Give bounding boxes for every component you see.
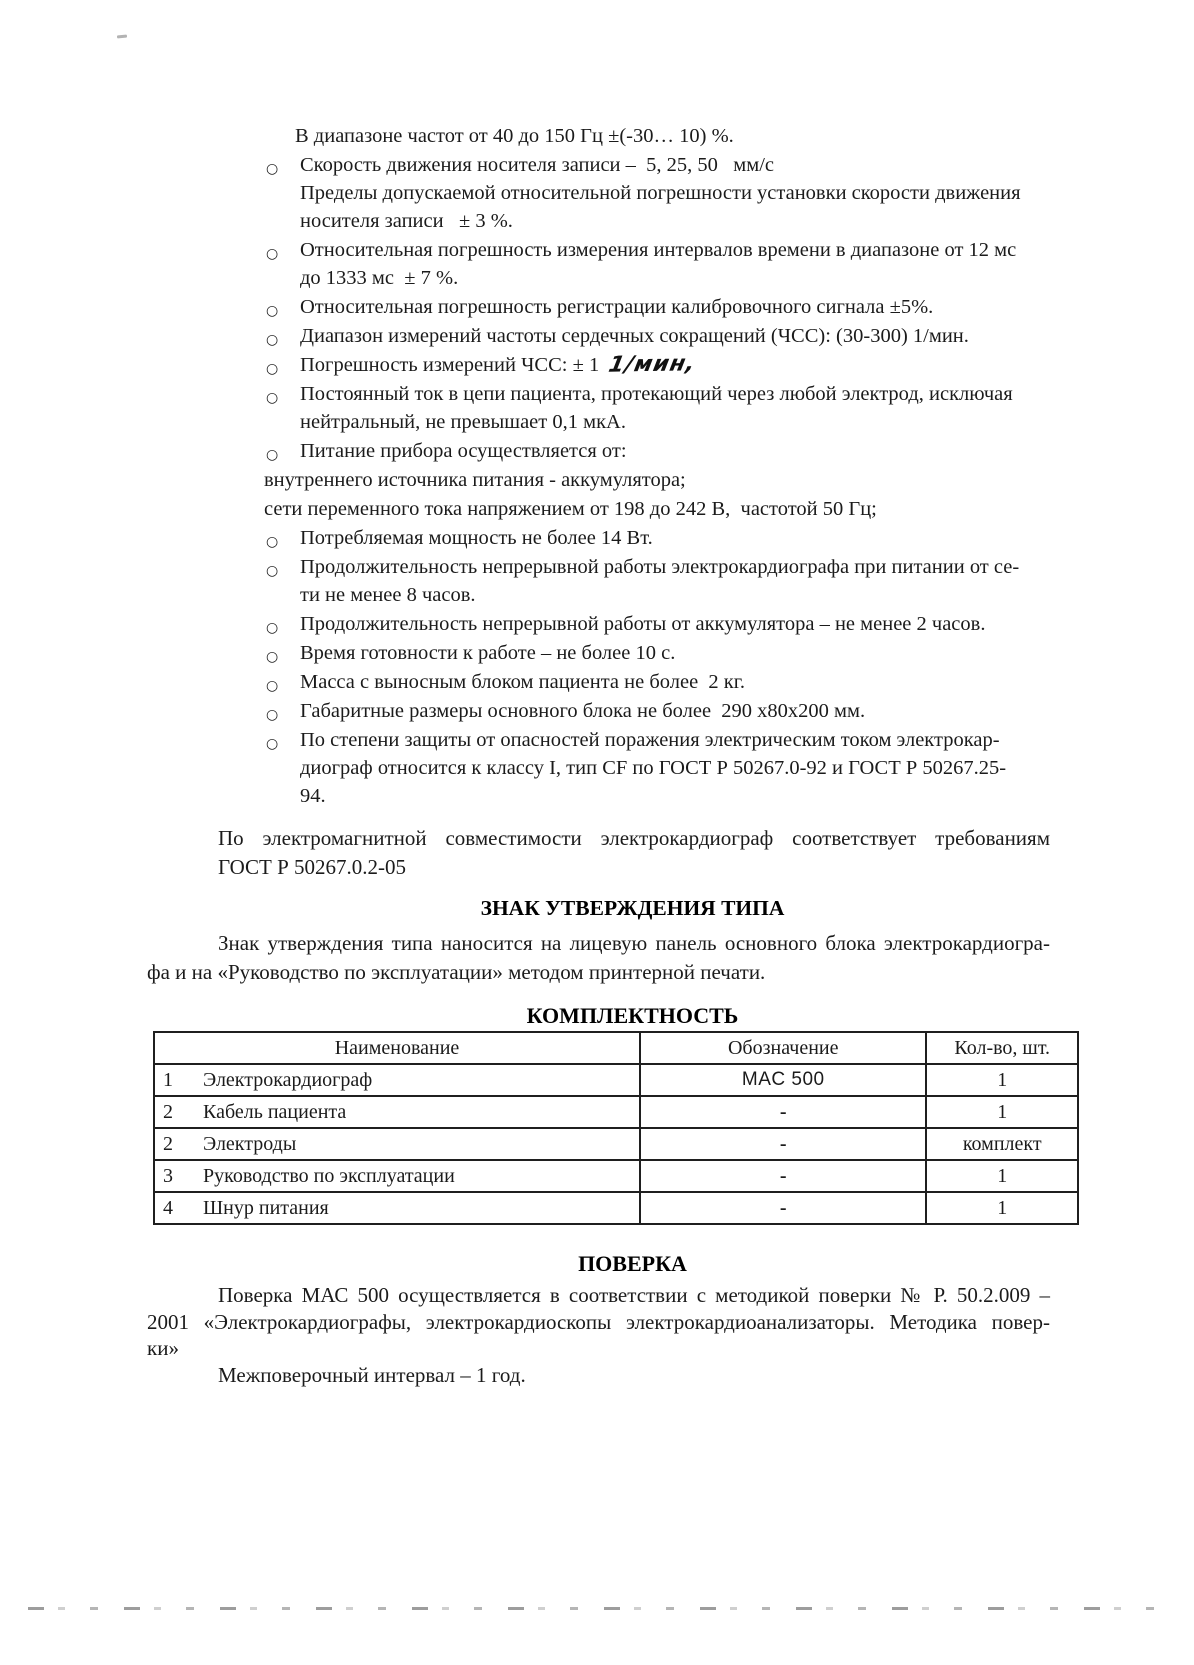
table-row xyxy=(154,1128,1078,1160)
spec-item xyxy=(147,466,1050,494)
type-approval-title: ЗНАК УТВЕРЖДЕНИЯ ТИПА xyxy=(480,896,785,920)
spec-line xyxy=(300,754,1050,782)
table-row xyxy=(154,1160,1078,1192)
item-name: Кабель пациента xyxy=(203,1100,347,1123)
item-name: Электрокардиограф xyxy=(203,1068,373,1091)
paragraph-line: Знак утверждения типа наносится на лицевую панель основного блока электрокардиогра- xyxy=(218,931,1050,955)
bullet-marker-icon: ○ xyxy=(266,678,279,694)
spec-line-text: до 1333 мс ± 7 %. xyxy=(300,267,459,289)
cell-designation: - xyxy=(640,1096,926,1128)
spec-line-text: нейтральный, не превышает 0,1 мкА. xyxy=(300,411,626,433)
spec-line-text: внутреннего источника питания - аккумулятора; xyxy=(264,469,686,491)
spec-line-text: Погрешность измерений ЧСС: ± 1 xyxy=(300,354,600,376)
completeness-table xyxy=(153,1031,1079,1225)
spec-item xyxy=(147,437,1050,465)
verification-paragraph xyxy=(147,1282,1050,1362)
column-header-designation: Обозначение xyxy=(640,1032,926,1064)
spec-line xyxy=(264,466,1050,494)
item-name: Руководство по эксплуатации xyxy=(203,1164,455,1187)
spec-item xyxy=(147,122,1050,150)
spec-line-text: сети переменного тока напряжением от 198 до 242 В, частотой 50 Гц; xyxy=(264,498,877,520)
spec-list xyxy=(147,122,1050,811)
spec-line xyxy=(300,264,1050,292)
table-header-row xyxy=(154,1032,1078,1064)
spec-line xyxy=(264,495,1050,523)
table-row xyxy=(154,1064,1078,1096)
paragraph-line: Межповерочный интервал – 1 год. xyxy=(218,1363,526,1387)
bullet-marker-icon: ○ xyxy=(266,534,279,550)
bullet-marker-icon: ○ xyxy=(266,303,279,319)
spec-line-text: Питание прибора осуществляется от: xyxy=(300,440,627,462)
spec-line xyxy=(300,610,1050,638)
spec-item xyxy=(147,697,1050,725)
bullet-marker-icon: ○ xyxy=(266,246,279,262)
spec-item xyxy=(147,495,1050,523)
spec-item xyxy=(147,726,1050,810)
cell-quantity: 1 xyxy=(926,1064,1078,1096)
spec-item xyxy=(147,351,1050,379)
item-name: Шнур питания xyxy=(203,1196,329,1219)
spec-line xyxy=(300,639,1050,667)
spec-item xyxy=(147,380,1050,436)
spec-line xyxy=(300,726,1050,754)
spec-line-text: Потребляемая мощность не более 14 Вт. xyxy=(300,527,653,549)
spec-line-text: диограф относится к классу I, тип CF по ГОСТ Р 50267.0-92 и ГОСТ Р 50267.25- xyxy=(300,757,1007,779)
verification-interval xyxy=(147,1363,1050,1388)
bullet-marker-icon: ○ xyxy=(266,620,279,636)
spec-line-text: Время готовности к работе – не более 10 с. xyxy=(300,642,676,664)
spec-item xyxy=(147,293,1050,321)
cell-name xyxy=(154,1128,640,1160)
table-row xyxy=(154,1096,1078,1128)
spec-line-text: Продолжительность непрерывной работы электрокардиографа при питании от се- xyxy=(300,556,1020,578)
spec-line xyxy=(300,380,1050,408)
spec-item xyxy=(147,639,1050,667)
cell-quantity: 1 xyxy=(926,1192,1078,1224)
spec-line xyxy=(300,782,1050,810)
bullet-marker-icon: ○ xyxy=(266,563,279,579)
bullet-marker-icon: ○ xyxy=(266,447,279,463)
spec-item xyxy=(147,322,1050,350)
cell-name xyxy=(154,1096,640,1128)
bullet-marker-icon: ○ xyxy=(266,707,279,723)
row-number: 4 xyxy=(163,1196,173,1219)
emc-paragraph xyxy=(147,824,1050,882)
cell-name xyxy=(154,1192,640,1224)
spec-item xyxy=(147,553,1050,609)
spec-line xyxy=(300,322,1050,350)
bullet-marker-icon: ○ xyxy=(266,161,279,177)
completeness-table-grid xyxy=(153,1031,1079,1225)
bullet-marker-icon: ○ xyxy=(266,361,279,377)
bullet-marker-icon: ○ xyxy=(266,736,279,752)
spec-line xyxy=(300,524,1050,552)
row-number: 1 xyxy=(163,1068,173,1091)
paragraph-line: ГОСТ Р 50267.0.2-05 xyxy=(218,855,407,879)
cell-designation: - xyxy=(640,1160,926,1192)
column-header-name: Наименование xyxy=(154,1032,640,1064)
spec-line-text: По степени защиты от опасностей поражения электрическим током электрокар- xyxy=(300,729,1000,751)
paragraph-line: фа и на «Руководство по эксплуатации» методом принтерной печати. xyxy=(147,960,766,984)
verification-title: ПОВЕРКА xyxy=(578,1251,687,1276)
spec-line xyxy=(295,122,1050,150)
spec-line-text: В диапазоне частот от 40 до 150 Гц ±(-30… 10) %. xyxy=(295,125,734,147)
spec-line xyxy=(300,207,1050,235)
spec-line xyxy=(300,668,1050,696)
bullet-marker-icon: ○ xyxy=(266,390,279,406)
scan-dashed-line-artifact xyxy=(28,1607,1168,1610)
paragraph-line: 2001 «Электрокардиографы, электрокардиоскопы электрокардиоанализаторы. Методика повер- xyxy=(147,1309,1050,1334)
spec-line-text: Пределы допускаемой относительной погрешности установки скорости движения xyxy=(300,182,1021,204)
cell-quantity: 1 xyxy=(926,1160,1078,1192)
spec-line-text: Постоянный ток в цепи пациента, протекающий через любой электрод, исключая xyxy=(300,383,1013,405)
spec-line xyxy=(300,151,1050,179)
spec-line xyxy=(300,697,1050,725)
spec-item xyxy=(147,610,1050,638)
spec-line xyxy=(300,408,1050,436)
cell-quantity: комплект xyxy=(926,1128,1078,1160)
spec-line xyxy=(300,437,1050,465)
column-header-quantity: Кол-во, шт. xyxy=(926,1032,1078,1064)
spec-line-text: Продолжительность непрерывной работы от аккумулятора – не менее 2 часов. xyxy=(300,613,986,635)
spec-line-text: Масса с выносным блоком пациента не более 2 кг. xyxy=(300,671,745,693)
spec-line-text: Габаритные размеры основного блока не более 290 х80х200 мм. xyxy=(300,700,866,722)
scan-speck-artifact xyxy=(117,34,127,38)
cell-designation: MAC 500 xyxy=(640,1064,926,1096)
spec-line xyxy=(300,293,1050,321)
spec-line xyxy=(300,236,1050,264)
spec-item xyxy=(147,151,1050,235)
row-number: 2 xyxy=(163,1100,173,1123)
bullet-marker-icon: ○ xyxy=(266,649,279,665)
spec-line-text: Диапазон измерений частоты сердечных сокращений (ЧСС): (30-300) 1/мин. xyxy=(300,325,969,347)
paragraph-line: Поверка МАС 500 осуществляется в соответствии с методикой поверки № Р. 50.2.009 – xyxy=(218,1283,1050,1307)
cell-designation: - xyxy=(640,1192,926,1224)
cell-designation: - xyxy=(640,1128,926,1160)
spec-item xyxy=(147,524,1050,552)
paragraph-line: ки» xyxy=(147,1336,179,1360)
spec-item xyxy=(147,668,1050,696)
spec-line xyxy=(300,581,1050,609)
bullet-marker-icon: ○ xyxy=(266,332,279,348)
cell-name xyxy=(154,1160,640,1192)
type-approval-paragraph xyxy=(147,929,1050,987)
cell-quantity: 1 xyxy=(926,1096,1078,1128)
completeness-table-body xyxy=(154,1064,1078,1224)
item-name: Электроды xyxy=(203,1132,297,1155)
spec-item xyxy=(147,236,1050,292)
spec-line xyxy=(300,179,1050,207)
cell-name xyxy=(154,1064,640,1096)
spec-line-text: Относительная погрешность регистрации калибровочного сигнала ±5%. xyxy=(300,296,934,318)
spec-line-text: Относительная погрешность измерения интервалов времени в диапазоне от 12 мс xyxy=(300,239,1017,261)
paragraph-line: По электромагнитной совместимости электрокардиограф соответствует требованиям xyxy=(218,826,1050,850)
spec-line-text: Скорость движения носителя записи – 5, 25, 50 мм/с xyxy=(300,154,775,176)
spec-line-text: 94. xyxy=(300,785,326,807)
spec-line xyxy=(300,553,1050,581)
table-row xyxy=(154,1192,1078,1224)
spec-line-text: носителя записи ± 3 %. xyxy=(300,210,513,232)
spec-line-text: ти не менее 8 часов. xyxy=(300,584,476,606)
spec-line xyxy=(300,351,1050,379)
row-number: 2 xyxy=(163,1132,173,1155)
row-number: 3 xyxy=(163,1164,173,1187)
completeness-title: КОМПЛЕКТНОСТЬ xyxy=(526,1003,739,1028)
handwritten-annotation: 1/мин, xyxy=(606,351,699,378)
